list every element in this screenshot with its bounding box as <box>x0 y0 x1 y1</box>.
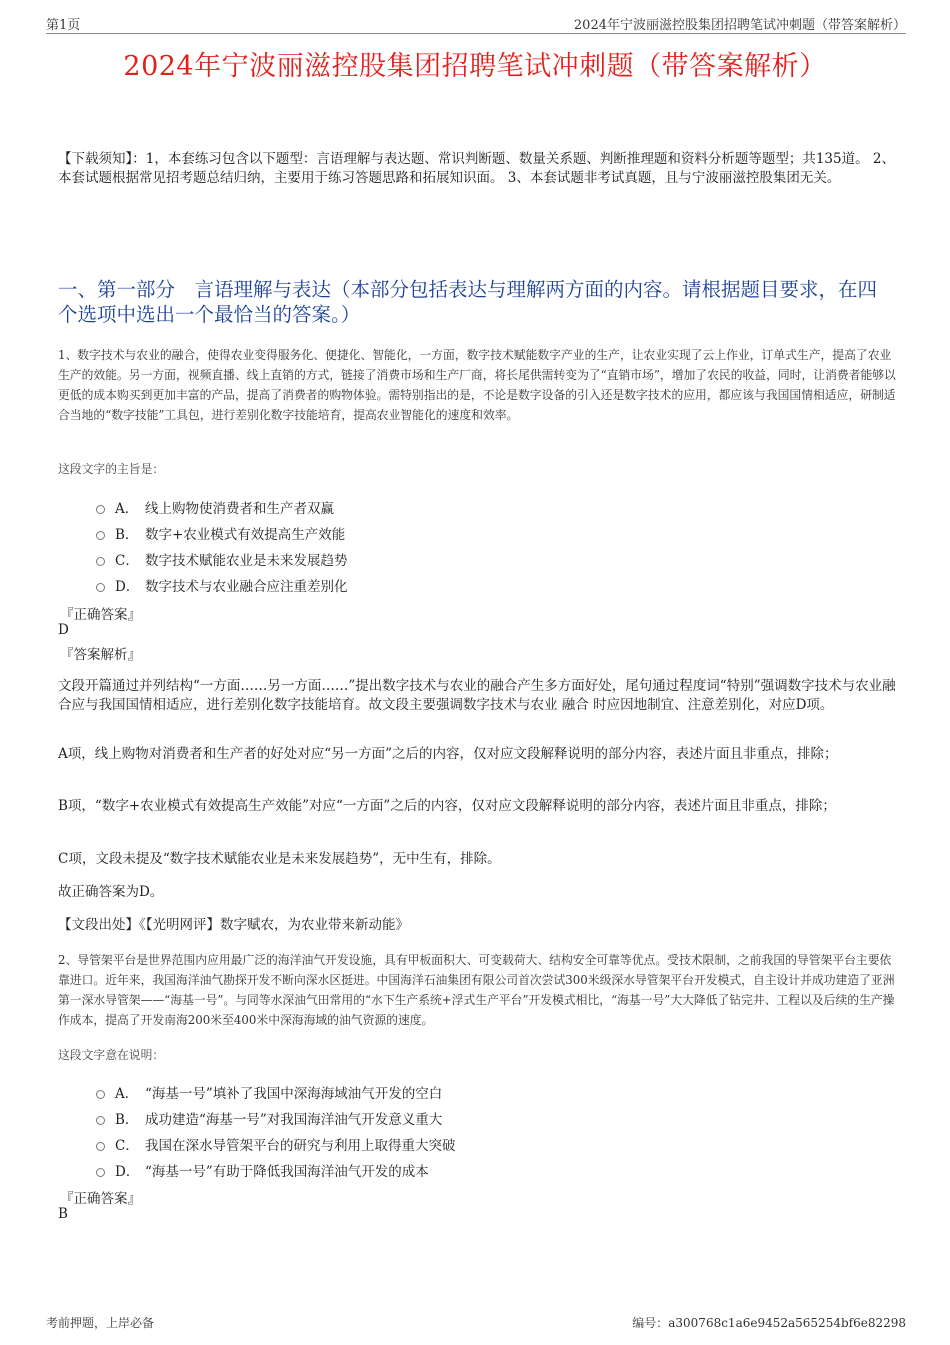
footer-document-id: 编号：a300768c1a6e9452a565254bf6e82298 <box>632 1316 906 1330</box>
option-letter: B． <box>115 1112 139 1128</box>
q1-source: 【文段出处】《【光明网评】数字赋农，为农业带来新动能》 <box>58 917 409 933</box>
q2-option-d[interactable] <box>96 1160 429 1180</box>
section-heading: 一、第一部分 言语理解与表达（本部分包括表达与理解两方面的内容。请根据题目要求，在四个选项中选出一个最恰当的答案。） <box>58 278 878 326</box>
option-text: 数字技术赋能农业是未来发展趋势 <box>145 553 348 569</box>
option-text: 数字技术与农业融合应注重差别化 <box>145 579 348 595</box>
q1-prompt: 这段文字的主旨是： <box>58 462 165 476</box>
q1-analysis-paragraph: C项，文段未提及“数字技术赋能农业是未来发展趋势”，无中生有，排除。 <box>58 851 501 867</box>
header-doc-title: 2024年宁波丽滋控股集团招聘笔试冲刺题（带答案解析） <box>573 18 906 33</box>
option-text: 线上购物使消费者和生产者双赢 <box>145 501 334 517</box>
q2-answer: B <box>58 1206 68 1222</box>
q1-option-d[interactable] <box>96 575 348 595</box>
q1-option-a[interactable] <box>96 497 334 517</box>
option-letter: A． <box>115 1086 139 1102</box>
radio-icon[interactable] <box>96 505 105 514</box>
q1-analysis-label: 『答案解析』 <box>60 647 141 663</box>
q2-option-b[interactable] <box>96 1108 442 1128</box>
q2-option-c[interactable] <box>96 1134 456 1154</box>
radio-icon[interactable] <box>96 1090 105 1099</box>
option-text: 我国在深水导管架平台的研究与利用上取得重大突破 <box>145 1138 456 1154</box>
q1-answer-label: 『正确答案』 <box>60 607 141 623</box>
radio-icon[interactable] <box>96 1116 105 1125</box>
option-letter: D． <box>115 1164 140 1180</box>
q2-option-a[interactable] <box>96 1082 442 1102</box>
q2-answer-label: 『正确答案』 <box>60 1191 141 1207</box>
q1-answer: D <box>58 622 69 638</box>
radio-icon[interactable] <box>96 583 105 592</box>
option-text: 成功建造“海基一号”对我国海洋油气开发意义重大 <box>145 1112 443 1128</box>
q1-analysis-paragraph: A项，线上购物对消费者和生产者的好处对应“另一方面”之后的内容，仅对应文段解释说明的部分内容，表述片面且非重点，排除； <box>58 746 838 762</box>
q2-passage: 2、导管架平台是世界范围内应用最广泛的海洋油气开发设施，具有甲板面积大、可变载荷大、结构安全可靠等优点。受技术限制，之前我国的导管架平台主要依靠进口。近年来，我国海洋油气勘探开发不断向深水区挺进。中国海洋石油集团有限公司首次尝试300米级深水导管架平台开发模式，自主设计并成功建造了亚洲第一深水导管架——“海基一号”。与同等水深油气田常用的“水下生产系统+浮式生产平台”开发模式相比，“海基一号”大大降低了钻完井、工程以及后续的生产操作成本，提高了开发南海200米至400米中深海海域的油气资源的速度。 <box>58 953 895 1027</box>
header-divider <box>46 33 906 34</box>
q1-passage: 1、数字技术与农业的融合，使得农业变得服务化、便捷化、智能化，一方面，数字技术赋能数字产业的生产，让农业实现了云上作业，订单式生产，提高了农业生产的效能。另一方面，视频直播、线上直销的方式，链接了消费市场和生产厂商，将长尾供需转变为了“直销市场”，增加了农民的收益，同时，让消费者能够以更低的成本购买到更加丰富的产品，提高了消费者的购物体验。需特别指出的是，不论是数字设备的引入还是数字技术的应用，都应该与我国国情相适应，研制适合当地的“数字技能”工具包，进行差别化数字技能培育，提高农业智能化的速度和效率。 <box>58 348 896 422</box>
radio-icon[interactable] <box>96 557 105 566</box>
option-letter: D． <box>115 579 140 595</box>
q1-analysis-paragraph: B项，“数字+农业模式有效提高生产效能”对应“一方面”之后的内容，仅对应文段解释说明的部分内容，表述片面且非重点，排除； <box>58 798 836 814</box>
q1-option-b[interactable] <box>96 523 345 543</box>
option-text: “海基一号”有助于降低我国海洋油气开发的成本 <box>145 1164 429 1180</box>
radio-icon[interactable] <box>96 1142 105 1151</box>
option-text: 数字+农业模式有效提高生产效能 <box>145 527 346 543</box>
option-letter: C． <box>115 1138 139 1154</box>
footer-slogan: 考前押题，上岸必备 <box>46 1316 155 1330</box>
q2-prompt: 这段文字意在说明： <box>58 1048 165 1062</box>
option-letter: A． <box>115 501 139 517</box>
radio-icon[interactable] <box>96 1168 105 1177</box>
radio-icon[interactable] <box>96 531 105 540</box>
q1-analysis-paragraph: 文段开篇通过并列结构“一方面……另一方面……”提出数字技术与农业的融合产生多方面好处，尾句通过程度词“特别”强调数字技术与农业融合应与我国国情相适应，进行差别化数字技能培育。故文段主要强调数字技术与农业 融合 时应因地制宜、注意差别化，对应D项。 <box>58 678 896 713</box>
option-letter: B． <box>115 527 139 543</box>
option-letter: C． <box>115 553 139 569</box>
page-number: 第1页 <box>46 18 81 33</box>
q1-analysis-paragraph: 故正确答案为D。 <box>58 884 164 900</box>
q1-option-c[interactable] <box>96 549 348 569</box>
page-title: 2024年宁波丽滋控股集团招聘笔试冲刺题（带答案解析） <box>123 51 827 82</box>
option-text: “海基一号”填补了我国中深海海域油气开发的空白 <box>145 1086 443 1102</box>
download-notice: 【下载须知】：1，本套练习包含以下题型：言语理解与表达题、常识判断题、数量关系题、判断推理题和资料分析题等题型；共135道。 2、本套试题根据常见招考题总结归纳，主要用于练习答题思路和拓展知识面。 3、本套试题非考试真题，且与宁波丽滋控股集团无关。 <box>58 151 895 186</box>
